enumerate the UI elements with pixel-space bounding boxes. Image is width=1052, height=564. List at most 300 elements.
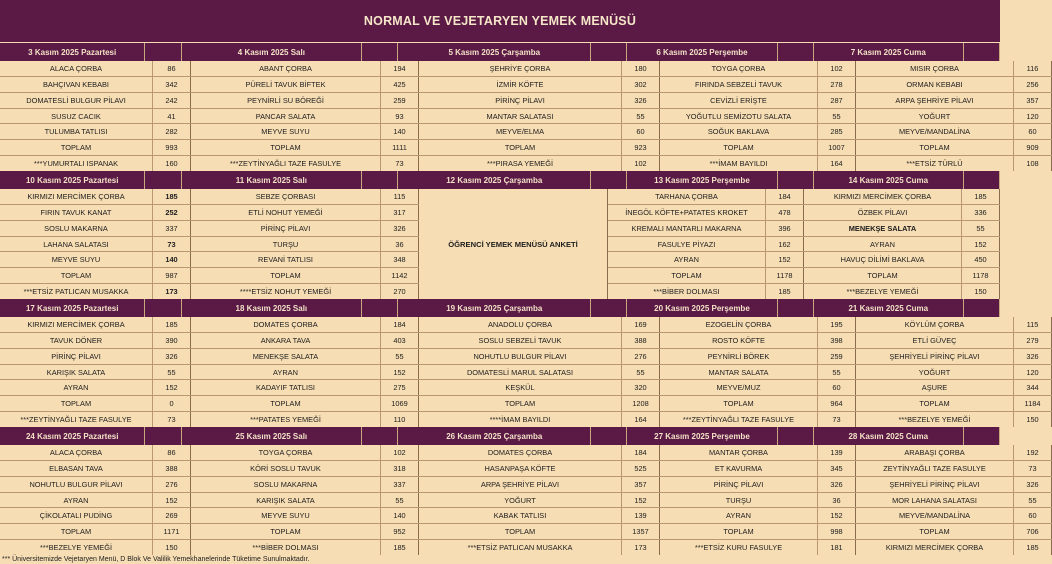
calorie-value: 337: [381, 477, 419, 492]
menu-item-row: [660, 412, 856, 427]
menu-item-row: [660, 508, 856, 524]
calorie-value: 285: [818, 124, 856, 139]
calorie-value: 184: [622, 445, 660, 460]
calorie-value: 302: [622, 77, 660, 92]
dish-name: ***BEZELYE YEMEĞİ: [856, 412, 1014, 427]
calorie-value: 60: [622, 124, 660, 139]
dish-name: KIRMIZI MERCİMEK ÇORBA: [856, 540, 1014, 555]
calorie-value: 185: [962, 189, 1000, 204]
calorie-value: 344: [1014, 380, 1052, 395]
calorie-value: 525: [622, 461, 660, 476]
menu-item-row: [856, 77, 1052, 93]
calorie-value: 55: [1014, 493, 1052, 508]
calorie-value: 93: [381, 109, 419, 124]
calorie-value: 357: [622, 477, 660, 492]
menu-item-row: [0, 77, 191, 93]
dish-name: KABAK TATLISI: [419, 508, 622, 523]
menu-item-row: [608, 268, 804, 284]
dish-name: TOPLAM: [191, 524, 381, 539]
dish-name: ***ZEYTİNYAĞLI TAZE FASULYE: [0, 412, 153, 427]
calorie-value: 0: [153, 396, 191, 411]
day-header: 19 Kasım 2025 Çarşamba: [398, 299, 591, 317]
day-column: [419, 61, 660, 171]
menu-item-row: [0, 412, 191, 427]
menu-item-row: [856, 124, 1052, 140]
dish-name: TOYGA ÇORBA: [660, 61, 818, 76]
day-header: 5 Kasım 2025 Çarşamba: [398, 43, 591, 61]
calorie-value: 259: [381, 93, 419, 108]
menu-item-row: [191, 445, 419, 461]
calorie-value: 1208: [622, 396, 660, 411]
calorie-value: 345: [818, 461, 856, 476]
day-header-spacer: [778, 171, 814, 189]
day-header: 3 Kasım 2025 Pazartesi: [0, 43, 145, 61]
dish-name: SEBZE ÇORBASI: [191, 189, 381, 204]
dish-name: PİRİNÇ PİLAVI: [660, 477, 818, 492]
page-title: NORMAL VE VEJETARYEN YEMEK MENÜSÜ: [0, 0, 1000, 42]
menu-item-row: [660, 317, 856, 333]
dish-name: TURŞU: [660, 493, 818, 508]
day-column: [419, 317, 660, 427]
day-header-spacer: [591, 427, 627, 445]
menu-item-row: [419, 365, 660, 381]
day-header: 6 Kasım 2025 Perşembe: [627, 43, 777, 61]
menu-item-row: [0, 221, 191, 237]
calorie-value: 278: [818, 77, 856, 92]
calorie-value: 115: [1014, 317, 1052, 332]
calorie-value: 256: [1014, 77, 1052, 92]
dish-name: AYRAN: [191, 365, 381, 380]
calorie-value: 326: [622, 93, 660, 108]
calorie-value: 336: [962, 205, 1000, 220]
menu-item-row: [419, 396, 660, 412]
menu-item-row: [191, 508, 419, 524]
calorie-value: 998: [818, 524, 856, 539]
calorie-value: 192: [1014, 445, 1052, 460]
dish-name: MEYVE/MUZ: [660, 380, 818, 395]
menu-item-row: [419, 524, 660, 540]
calorie-value: 173: [153, 284, 191, 299]
calorie-value: 55: [818, 109, 856, 124]
menu-item-row: [0, 477, 191, 493]
dish-name: ***ZEYTİNYAĞLI TAZE FASULYE: [191, 156, 381, 171]
day-column: [660, 445, 856, 555]
menu-item-row: [608, 237, 804, 253]
week-header-row: [0, 299, 1000, 317]
calorie-value: 396: [766, 221, 804, 236]
menu-item-row: [419, 445, 660, 461]
dish-name: İZMİR KÖFTE: [419, 77, 622, 92]
menu-item-row: [0, 333, 191, 349]
calorie-value: 152: [153, 493, 191, 508]
calorie-value: 160: [153, 156, 191, 171]
calorie-value: 326: [818, 477, 856, 492]
calorie-value: 73: [1014, 461, 1052, 476]
calorie-value: 185: [766, 284, 804, 299]
menu-item-row: [0, 349, 191, 365]
day-column: [660, 317, 856, 427]
calorie-value: 120: [1014, 109, 1052, 124]
calorie-value: 55: [153, 365, 191, 380]
menu-item-row: [419, 380, 660, 396]
day-header-spacer: [591, 299, 627, 317]
calorie-value: 1069: [381, 396, 419, 411]
dish-name: ***BİBER DOLMASI: [608, 284, 766, 299]
menu-item-row: [191, 221, 419, 237]
day-header-spacer: [362, 427, 398, 445]
calorie-value: 184: [381, 317, 419, 332]
calorie-value: 41: [153, 109, 191, 124]
day-header-spacer: [591, 43, 627, 61]
menu-item-row: [419, 508, 660, 524]
dish-name: NOHUTLU BULGUR PİLAVI: [0, 477, 153, 492]
menu-item-row: [191, 540, 419, 555]
calorie-value: 242: [153, 93, 191, 108]
menu-item-row: [856, 493, 1052, 509]
dish-name: MEYVE SUYU: [0, 252, 153, 267]
week-rows: [0, 61, 1039, 171]
dish-name: AYRAN: [0, 380, 153, 395]
calorie-value: 36: [818, 493, 856, 508]
menu-item-row: [856, 396, 1052, 412]
menu-item-row: [856, 540, 1052, 555]
calorie-value: 150: [962, 284, 1000, 299]
menu-item-row: [191, 77, 419, 93]
dish-name: TOPLAM: [191, 396, 381, 411]
dish-name: KADAYIF TATLISI: [191, 380, 381, 395]
menu-item-row: [191, 237, 419, 253]
menu-item-row: [191, 493, 419, 509]
calorie-value: 120: [1014, 365, 1052, 380]
calorie-value: 337: [153, 221, 191, 236]
day-header-spacer: [964, 43, 1000, 61]
dish-name: AŞURE: [856, 380, 1014, 395]
dish-name: ***ETSİZ PATLICAN MUSAKKA: [0, 284, 153, 299]
dish-name: ARPA ŞEHRİYE PİLAVI: [419, 477, 622, 492]
calorie-value: 55: [381, 493, 419, 508]
day-header-spacer: [964, 171, 1000, 189]
calorie-value: 259: [818, 349, 856, 364]
calorie-value: 60: [818, 380, 856, 395]
dish-name: TOPLAM: [419, 140, 622, 155]
menu-item-row: [856, 349, 1052, 365]
calorie-value: 326: [381, 221, 419, 236]
calorie-value: 86: [153, 61, 191, 76]
dish-name: EZOGELİN ÇORBA: [660, 317, 818, 332]
day-header-spacer: [362, 299, 398, 317]
dish-name: İNEGÖL KÖFTE+PATATES KROKET: [608, 205, 766, 220]
calorie-value: 320: [622, 380, 660, 395]
calorie-value: 150: [153, 540, 191, 555]
day-header: 11 Kasım 2025 Salı: [182, 171, 363, 189]
calorie-value: 102: [381, 445, 419, 460]
menu-item-row: [804, 252, 1000, 268]
day-header-spacer: [145, 171, 181, 189]
calorie-value: 181: [818, 540, 856, 555]
menu-item-row: [191, 396, 419, 412]
dish-name: ÇİKOLATALI PUDİNG: [0, 508, 153, 523]
calorie-value: 73: [153, 237, 191, 252]
day-header: 12 Kasım 2025 Çarşamba: [398, 171, 591, 189]
menu-item-row: [660, 477, 856, 493]
menu-item-row: [419, 109, 660, 125]
calorie-value: 357: [1014, 93, 1052, 108]
menu-item-row: [660, 461, 856, 477]
dish-name: ***ETSİZ TÜRLÜ: [856, 156, 1014, 171]
menu-item-row: [856, 140, 1052, 156]
day-header-spacer: [778, 299, 814, 317]
calorie-value: 390: [153, 333, 191, 348]
dish-name: MENEKŞE SALATA: [804, 221, 962, 236]
dish-name: ORMAN KEBABI: [856, 77, 1014, 92]
menu-item-row: [191, 284, 419, 299]
menu-item-row: [660, 61, 856, 77]
calorie-value: 152: [153, 380, 191, 395]
day-column: [608, 189, 804, 299]
menu-item-row: [660, 333, 856, 349]
calorie-value: 60: [1014, 124, 1052, 139]
dish-name: SOĞUK BAKLAVA: [660, 124, 818, 139]
dish-name: AYRAN: [804, 237, 962, 252]
dish-name: TOPLAM: [856, 524, 1014, 539]
calorie-value: 116: [1014, 61, 1052, 76]
dish-name: KIRMIZI MERCİMEK ÇORBA: [0, 317, 153, 332]
menu-grid: [0, 43, 1041, 555]
menu-item-row: [0, 317, 191, 333]
dish-name: BAHÇIVAN KEBABI: [0, 77, 153, 92]
day-header: 27 Kasım 2025 Perşembe: [627, 427, 777, 445]
calorie-value: 185: [381, 540, 419, 555]
calorie-value: 86: [153, 445, 191, 460]
dish-name: HASANPAŞA KÖFTE: [419, 461, 622, 476]
calorie-value: 110: [381, 412, 419, 427]
calorie-value: 317: [381, 205, 419, 220]
menu-item-row: [804, 189, 1000, 205]
menu-item-row: [191, 477, 419, 493]
menu-item-row: [608, 252, 804, 268]
calorie-value: 73: [153, 412, 191, 427]
day-header-spacer: [591, 171, 627, 189]
calorie-value: 1111: [381, 140, 419, 155]
dish-name: PİRİNÇ PİLAVI: [0, 349, 153, 364]
dish-name: TOPLAM: [191, 268, 381, 283]
calorie-value: 36: [381, 237, 419, 252]
dish-name: KARIŞIK SALATA: [191, 493, 381, 508]
dish-name: ANKARA TAVA: [191, 333, 381, 348]
menu-item-row: [660, 124, 856, 140]
dish-name: TOPLAM: [660, 524, 818, 539]
calorie-value: 1142: [381, 268, 419, 283]
calorie-value: 326: [1014, 477, 1052, 492]
calorie-value: 60: [1014, 508, 1052, 523]
day-header: 24 Kasım 2025 Pazartesi: [0, 427, 145, 445]
dish-name: ***ETSİZ KURU FASULYE: [660, 540, 818, 555]
menu-item-row: [0, 284, 191, 299]
menu-item-row: [0, 524, 191, 540]
dish-name: TOPLAM: [0, 140, 153, 155]
menu-item-row: [0, 396, 191, 412]
menu-item-row: [0, 109, 191, 125]
menu-item-row: [0, 205, 191, 221]
week-block: [0, 299, 1041, 427]
survey-link[interactable]: ÖĞRENCİ YEMEK MENÜSÜ ANKETİ: [419, 189, 608, 299]
menu-item-row: [856, 477, 1052, 493]
menu-item-row: [191, 205, 419, 221]
calorie-value: 478: [766, 205, 804, 220]
dish-name: PİRİNÇ PİLAVI: [419, 93, 622, 108]
calorie-value: 73: [381, 156, 419, 171]
dish-name: HAVUÇ DİLİMİ BAKLAVA: [804, 252, 962, 267]
dish-name: YOĞUTLU SEMİZOTU SALATA: [660, 109, 818, 124]
dish-name: YOĞURT: [856, 109, 1014, 124]
menu-item-row: [419, 156, 660, 171]
calorie-value: 318: [381, 461, 419, 476]
calorie-value: 102: [818, 61, 856, 76]
dish-name: ***BEZELYE YEMEĞİ: [0, 540, 153, 555]
menu-item-row: [191, 252, 419, 268]
dish-name: ARPA ŞEHRİYE PİLAVI: [856, 93, 1014, 108]
dish-name: TOPLAM: [856, 140, 1014, 155]
menu-item-row: [419, 93, 660, 109]
menu-item-row: [191, 380, 419, 396]
calorie-value: 269: [153, 508, 191, 523]
day-header-spacer: [145, 427, 181, 445]
menu-item-row: [660, 365, 856, 381]
menu-item-row: [191, 268, 419, 284]
dish-name: ***İMAM BAYILDI: [660, 156, 818, 171]
dish-name: TOPLAM: [804, 268, 962, 283]
day-header-spacer: [362, 43, 398, 61]
dish-name: TOYGA ÇORBA: [191, 445, 381, 460]
calorie-value: 326: [1014, 349, 1052, 364]
dish-name: ****İMAM BAYILDI: [419, 412, 622, 427]
dish-name: DOMATESLİ MARUL SALATASI: [419, 365, 622, 380]
menu-item-row: [191, 461, 419, 477]
day-column: [856, 317, 1052, 427]
calorie-value: 909: [1014, 140, 1052, 155]
menu-item-row: [856, 461, 1052, 477]
calorie-value: 185: [153, 317, 191, 332]
menu-item-row: [856, 61, 1052, 77]
calorie-value: 173: [622, 540, 660, 555]
menu-item-row: [608, 189, 804, 205]
dish-name: DOMATES ÇORBA: [419, 445, 622, 460]
day-header: 25 Kasım 2025 Salı: [182, 427, 363, 445]
calorie-value: 403: [381, 333, 419, 348]
day-header: 20 Kasım 2025 Perşembe: [627, 299, 777, 317]
week-rows: [0, 317, 1041, 427]
calorie-value: 1357: [622, 524, 660, 539]
menu-item-row: [0, 365, 191, 381]
menu-item-row: [660, 349, 856, 365]
menu-item-row: [191, 61, 419, 77]
dish-name: TOPLAM: [419, 396, 622, 411]
dish-name: SOSLU MAKARNA: [191, 477, 381, 492]
week-block: [0, 427, 1039, 555]
dish-name: ARABAŞI ÇORBA: [856, 445, 1014, 460]
dish-name: PİRİNÇ PİLAVI: [191, 221, 381, 236]
dish-name: DOMATES ÇORBA: [191, 317, 381, 332]
day-column: [660, 61, 856, 171]
menu-item-row: [191, 189, 419, 205]
dish-name: ETLİ GÜVEÇ: [856, 333, 1014, 348]
week-header-row: [0, 171, 1000, 189]
day-header: 18 Kasım 2025 Salı: [182, 299, 363, 317]
menu-item-row: [660, 493, 856, 509]
dish-name: SOSLU MAKARNA: [0, 221, 153, 236]
calorie-value: 425: [381, 77, 419, 92]
calorie-value: 287: [818, 93, 856, 108]
dish-name: ELBASAN TAVA: [0, 461, 153, 476]
week-block: [0, 171, 1000, 299]
calorie-value: 164: [818, 156, 856, 171]
dish-name: FASULYE PİYAZI: [608, 237, 766, 252]
menu-item-row: [804, 221, 1000, 237]
dish-name: KREMALI MANTARLI MAKARNA: [608, 221, 766, 236]
calorie-value: 279: [1014, 333, 1052, 348]
week-block: [0, 43, 1039, 171]
dish-name: FIRINDA SEBZELİ TAVUK: [660, 77, 818, 92]
calorie-value: 185: [1014, 540, 1052, 555]
dish-name: TAVUK DÖNER: [0, 333, 153, 348]
menu-item-row: [0, 61, 191, 77]
dish-name: ***ETSİZ PATLICAN MUSAKKA: [419, 540, 622, 555]
day-column: [191, 61, 419, 171]
calorie-value: 140: [381, 508, 419, 523]
menu-item-row: [419, 540, 660, 555]
dish-name: ŞEHRİYELİ PİRİNÇ PİLAVI: [856, 477, 1014, 492]
calorie-value: 180: [622, 61, 660, 76]
menu-item-row: [0, 189, 191, 205]
menu-item-row: [191, 140, 419, 156]
day-header-spacer: [964, 427, 1000, 445]
menu-item-row: [419, 333, 660, 349]
dish-name: MEYVE/ELMA: [419, 124, 622, 139]
dish-name: MISIR ÇORBA: [856, 61, 1014, 76]
dish-name: ETLİ NOHUT YEMEĞİ: [191, 205, 381, 220]
menu-item-row: [608, 205, 804, 221]
menu-item-row: [191, 412, 419, 427]
menu-item-row: [660, 445, 856, 461]
menu-item-row: [0, 156, 191, 171]
dish-name: KÖRİ SOSLU TAVUK: [191, 461, 381, 476]
menu-item-row: [660, 380, 856, 396]
calorie-value: 152: [818, 508, 856, 523]
dish-name: MANTAR SALATASI: [419, 109, 622, 124]
calorie-value: 388: [622, 333, 660, 348]
dish-name: ALACA ÇORBA: [0, 61, 153, 76]
calorie-value: 73: [818, 412, 856, 427]
menu-item-row: [856, 317, 1052, 333]
day-header: 4 Kasım 2025 Salı: [182, 43, 363, 61]
menu-item-row: [0, 540, 191, 555]
dish-name: ANADOLU ÇORBA: [419, 317, 622, 332]
day-header: 28 Kasım 2025 Cuma: [814, 427, 964, 445]
day-header: 14 Kasım 2025 Cuma: [814, 171, 964, 189]
week-rows: [0, 189, 1000, 299]
dish-name: MEYVE SUYU: [191, 124, 381, 139]
menu-item-row: [191, 365, 419, 381]
menu-item-row: [0, 445, 191, 461]
day-column: [191, 317, 419, 427]
dish-name: ŞEHRİYELİ PİRİNÇ PİLAVI: [856, 349, 1014, 364]
week-header-row: [0, 427, 1000, 445]
calorie-value: 923: [622, 140, 660, 155]
calorie-value: 1178: [766, 268, 804, 283]
dish-name: ***BİBER DOLMASI: [191, 540, 381, 555]
calorie-value: 964: [818, 396, 856, 411]
calorie-value: 326: [153, 349, 191, 364]
